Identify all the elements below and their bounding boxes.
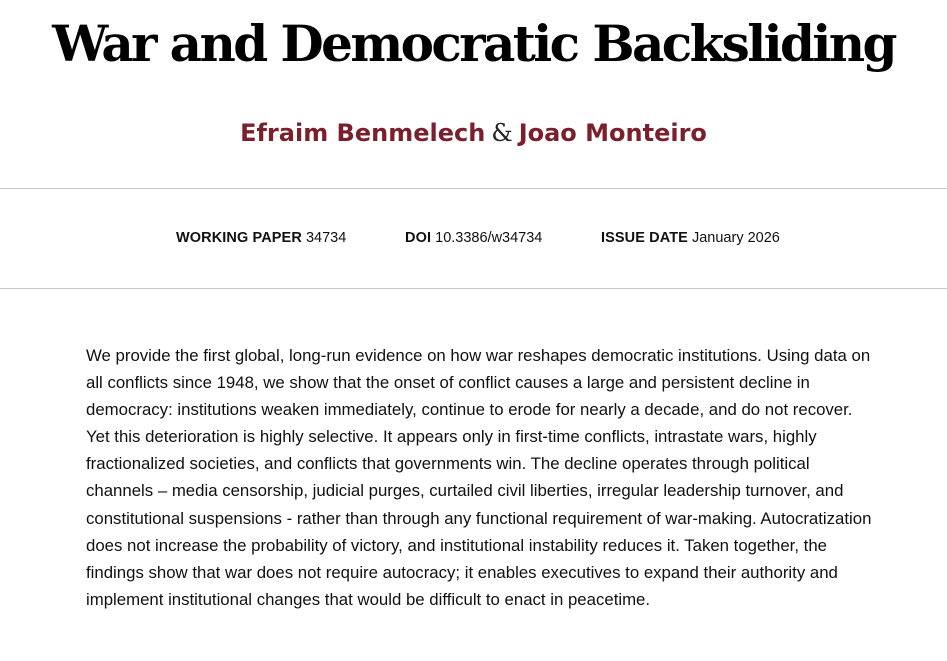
doi-label: DOI (405, 230, 432, 246)
doi-meta (405, 228, 542, 248)
working-paper-meta (176, 228, 346, 248)
divider-bottom (0, 288, 947, 289)
author-link-monteiro[interactable]: Joao Monteiro (518, 119, 707, 147)
divider-top (0, 188, 947, 189)
author-list (0, 114, 947, 152)
working-paper-number: 34734 (305, 230, 347, 246)
author-separator: & (491, 119, 513, 147)
issue-date-label: ISSUE DATE (601, 230, 688, 246)
paper-title: War and Democratic Backsliding (52, 14, 895, 73)
abstract-text: We provide the first global, long-run evidence on how war reshapes democratic institutions. Using data on all conflicts since 1948, we show that the onset of conflict causes a large and persistent decline in democracy: institutions weaken immediately, continue to erode for nearly a decade, and do not recover. Yet this deterioration is highly selective. It appears only in first-time conflicts, intrastate wars, highly fractionalized societies, and conflicts that governments win. The decline operates through political channels – media censorship, judicial purges, curtailed civil liberties, irregular leadership turnover, and constitutional suspensions - rather than through any functional requirement of war-making. Autocratization does not increase the probability of victory, and institutional instability reduces it. Taken together, the findings show that war does not require autocracy; it enables executives to expand their authority and implement institutional changes that would be difficult to enact in peacetime. (86, 346, 872, 609)
issue-date-value: January 2026 (691, 230, 780, 246)
issue-date-meta (601, 228, 780, 248)
author-link-benmelech[interactable]: Efraim Benmelech (240, 119, 486, 147)
working-paper-label: WORKING PAPER (176, 230, 302, 246)
doi-value: 10.3386/w34734 (435, 230, 543, 246)
